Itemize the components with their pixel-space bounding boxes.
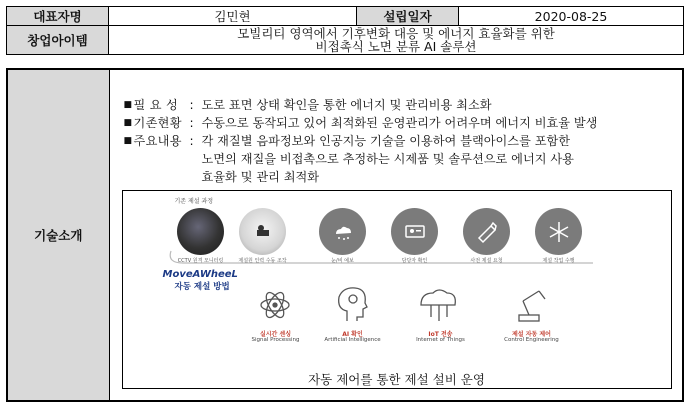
bullet-main [124,132,674,150]
colon-separator: : [189,134,194,148]
square-bullet-icon: ■ [123,118,133,128]
snow-request-icon [463,208,510,255]
robot-arm-icon [519,291,545,321]
founding-date-value: 2020-08-25 [459,7,684,26]
stage-subtitle: Signal Processing [251,337,300,343]
ai-head-icon [338,288,366,321]
stage-title: 제설 자동 제어 [512,331,551,338]
startup-item-line-1: 모빌리티 영역에서 기후변화 대응 및 에너지 효율화를 위한 [237,26,555,41]
brand-logo: MoveAWheeL [162,269,238,280]
step-label: 제설원 인력 수동 조작 [238,258,287,264]
step-label: CCTV 원격 모니터링 [177,258,224,264]
process-figure [122,190,672,373]
stage-subtitle: Artificial Intelligence [324,337,381,343]
stage-title: IoT 전송 [428,331,453,338]
startup-item-line-2: 비접촉식 노면 분류 AI 솔루션 [315,39,477,54]
cctv-photo [177,208,224,255]
tech-intro-body [109,69,683,401]
snow-forecast-icon [319,208,366,255]
square-bullet-icon: ■ [123,136,133,146]
bullet-text: 수동으로 동작되고 있어 최적화된 운영관리가 어려우며 에너지 비효율 발생 [201,116,598,130]
bullet-continuation: 노면의 재질을 비접촉으로 추정하는 시제품 및 솔루션으로 에너지 사용 [201,152,574,166]
square-bullet-icon: ■ [123,100,133,110]
tech-intro-label: 기술소개 [7,69,109,401]
bullet-need [124,96,674,114]
bullet-text: 도로 표면 상태 확인을 통한 에너지 및 관리비용 최소화 [201,98,492,112]
rep-name-label: 대표자명 [7,7,109,26]
startup-item-value [109,26,684,55]
bullet-key: 주요내용 [133,134,182,148]
colon-separator: : [189,116,194,130]
rep-name-value: 김민현 [109,7,357,26]
stage-subtitle: Control Engineering [504,337,559,343]
figure-caption: 자동 제어를 통한 제설 설비 운영 [122,372,672,389]
snow-worker-photo [239,208,286,255]
tech-intro-table [6,68,684,402]
bullet-text: 각 재질별 음파정보와 인공지능 기술을 이용하여 블랙아이스를 포함한 [201,134,571,148]
header-table [6,6,684,55]
step-label: 사전 제설 요청 [470,258,503,264]
figure-title: 기존 제설 과정 [174,198,214,205]
snow-removal-icon [535,208,582,255]
stage-icons [243,283,643,327]
stage-title: AI 확인 [342,331,363,338]
bullet-key: 기존현황 [133,116,182,130]
atom-icon [261,290,289,320]
iot-icon [421,290,455,321]
bullet-list [124,96,674,186]
manager-check-icon [391,208,438,255]
step-label: 제설 작업 수행 [542,258,575,264]
startup-item-label: 창업아이템 [7,26,109,55]
step-label: 담당자 확인 [401,258,428,264]
founding-date-label: 설립일자 [357,7,459,26]
stage-title: 실시간 센싱 [259,331,292,338]
bullet-continuation: 효율화 및 관리 최적화 [201,170,320,184]
colon-separator: : [189,98,194,112]
step-label: 눈/비 예보 [331,258,354,264]
bullet-current [124,114,674,132]
stage-subtitle: Internet of Things [416,337,465,343]
brand-subtitle: 자동 제설 방법 [174,282,230,292]
bullet-key: 필 요 성 [133,98,179,112]
